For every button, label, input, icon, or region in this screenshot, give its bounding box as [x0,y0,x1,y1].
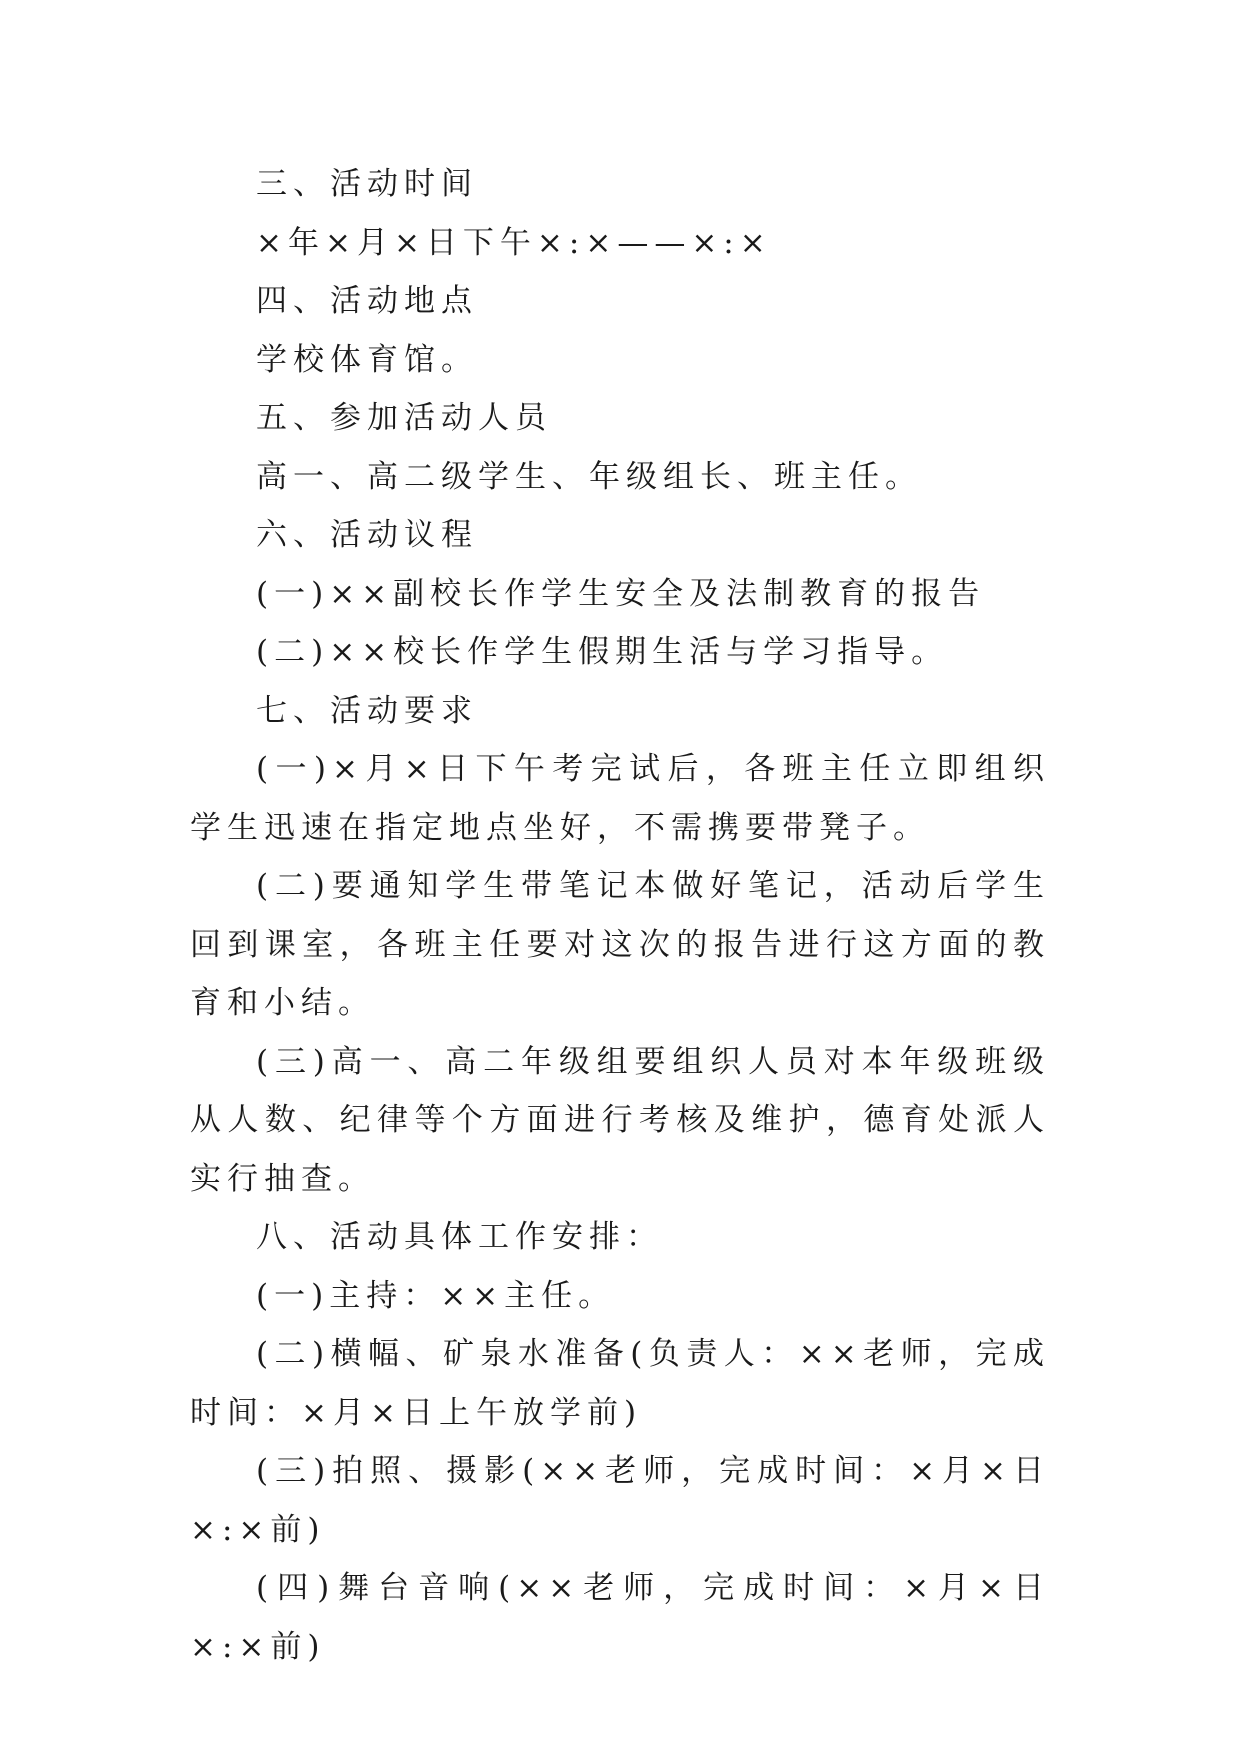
heading-activity-location: 四、活动地点 [256,283,478,319]
agenda-item-2: (二)××校长作学生假期生活与学习指导。 [256,634,949,670]
requirement-item-1: (一)×月×日下午考完试后，各班主任立即组织学生迅速在指定地点坐好，不需携要带凳子。 [190,751,1050,846]
activity-time-text: ×年×月×日下午×:×——×:× [256,224,772,261]
heading-work-arrangement: 八、活动具体工作安排： [256,1219,663,1255]
participants-text: 高一、高二级学生、年级组长、班主任。 [256,458,922,495]
arrangement-item-1: (一)主持：××主任。 [256,1277,616,1314]
document-body [190,155,1050,1676]
activity-location-text: 学校体育馆。 [256,341,478,378]
arrangement-item-3: (三)拍照、摄影(××老师，完成时间：×月×日×:×前) [190,1453,1050,1548]
requirement-item-3: (三)高一、高二年级组要组织人员对本年级班级从人数、纪律等个方面进行考核及维护，德育处派人实行抽查。 [190,1043,1050,1197]
requirement-item-2: (二)要通知学生带笔记本做好笔记，活动后学生回到课室，各班主任要对这次的报告进行这方面的教育和小结。 [190,868,1050,1021]
arrangement-item-4: (四)舞台音响(××老师，完成时间：×月×日×:×前) [190,1570,1050,1665]
heading-requirements: 七、活动要求 [256,692,478,729]
heading-participants: 五、参加活动人员 [256,400,552,436]
heading-activity-time: 三、活动时间 [256,166,478,202]
heading-agenda: 六、活动议程 [256,517,478,553]
agenda-item-1: (一)××副校长作学生安全及法制教育的报告 [256,575,986,612]
arrangement-item-2: (二)横幅、矿泉水准备(负责人：××老师，完成时间：×月×日上午放学前) [190,1336,1050,1431]
